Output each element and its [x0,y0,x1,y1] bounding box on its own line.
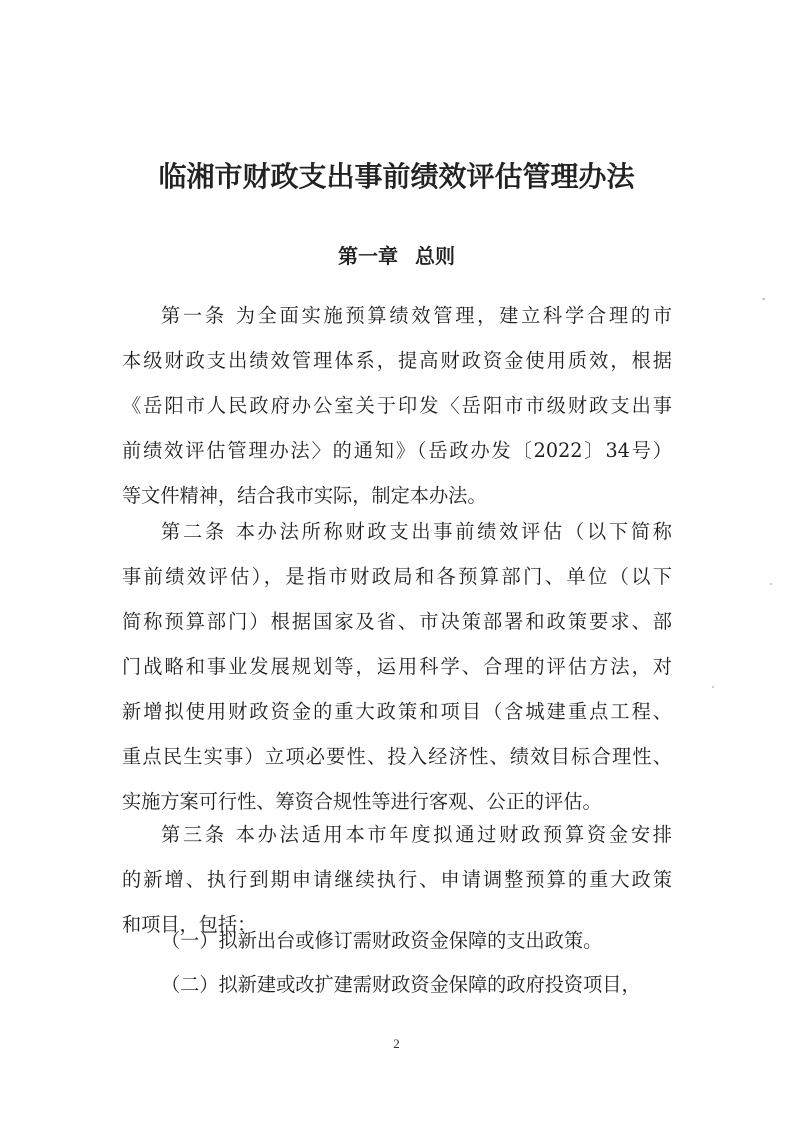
page-number: 2 [393,1036,400,1051]
article-1-line: 前绩效评估管理办法〉的通知》（岳政办发〔2022〕34号） [122,439,672,462]
article-2-line: 新增拟使用财政资金的重大政策和项目（含城建重点工程、 [122,700,672,723]
article-1-line: 第一条 为全面实施预算绩效管理，建立科学合理的市 [161,304,672,327]
scan-speck [762,298,765,300]
document-title: 临湘市财政支出事前绩效评估管理办法 [158,160,635,193]
chapter-heading [0,240,793,269]
clause-2-line: （二）拟新建或改扩建需财政资金保障的政府投资项目， [161,973,641,996]
article-3-line: 的新增、执行到期申请继续执行、申请调整预算的重大政策 [122,868,672,891]
article-2-line: 第二条 本办法所称财政支出事前绩效评估（以下简称 [161,520,672,543]
article-2-line: 事前绩效评估），是指市财政局和各预算部门、单位（以下 [122,565,672,588]
article-2-line: 门战略和事业发展规划等，运用科学、合理的评估方法，对 [122,655,672,678]
article-3-line: 第三条 本办法适用本市年度拟通过财政预算资金安排 [161,823,672,846]
article-3-line: 和项目，包括： [122,913,257,936]
article-2-line: 简称预算部门）根据国家及省、市决策部署和政策要求、部 [122,610,672,633]
article-1-line: 等文件精神，结合我市实际，制定本办法。 [122,484,487,507]
clause-1-line: （一）拟新出台或修订需财政资金保障的支出政策。 [161,929,603,952]
article-2 [122,509,672,824]
clause-1 [122,918,672,963]
article-1 [122,293,672,518]
article-1-line: 本级财政支出绩效管理体系，提高财政资金使用质效，根据 [122,349,672,372]
chapter-name: 总则 [414,244,455,268]
article-1-line: 《岳阳市人民政府办公室关于印发〈岳阳市市级财政支出事 [122,394,672,417]
article-2-line: 重点民生实事）立项必要性、投入经济性、绩效目标合理性、 [122,745,672,768]
article-2-line: 实施方案可行性、筹资合规性等进行客观、公正的评估。 [122,790,602,813]
chapter-number: 第一章 [338,244,399,268]
scan-speck [712,686,714,688]
clause-2 [122,962,672,1007]
scan-speck [770,583,772,585]
